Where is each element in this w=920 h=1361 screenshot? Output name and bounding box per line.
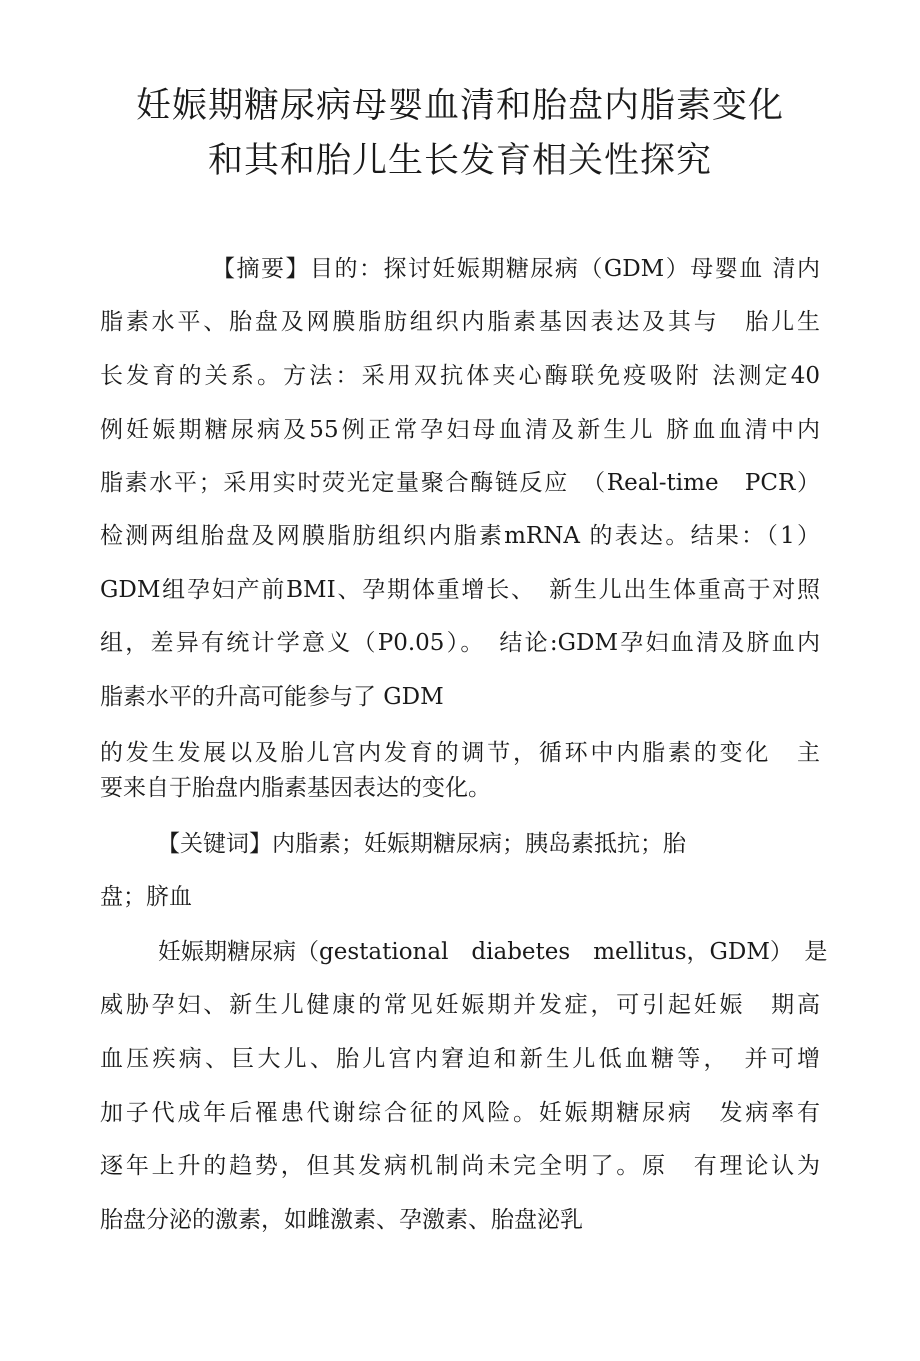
body-line: 血压疾病、巨大儿、胎儿宫内窘迫和新生儿低血糖等， 并可增 — [100, 1046, 820, 1072]
body-line: 胎盘分泌的激素，如雌激素、孕激素、胎盘泌乳 — [100, 1207, 583, 1233]
keywords-line: 【关键词】内脂素；妊娠期糖尿病；胰岛素抵抗；胎 — [157, 831, 686, 857]
abstract-line: 脂素水平、胎盘及网膜脂肪组织内脂素基因表达及其与 胎儿生 — [100, 309, 820, 335]
abstract-tail-line: 的发生发展以及胎儿宫内发育的调节，循环中内脂素的变化 主 — [100, 740, 820, 766]
document-title-line-1: 妊娠期糖尿病母婴血清和胎盘内脂素变化 — [135, 86, 784, 126]
abstract-tail-line: 要来自于胎盘内脂素基因表达的变化。 — [100, 775, 491, 801]
body-line: 威胁孕妇、新生儿健康的常见妊娠期并发症，可引起妊娠 期高 — [100, 992, 820, 1018]
body-line: 逐年上升的趋势，但其发病机制尚未完全明了。原 有理论认为 — [100, 1153, 820, 1179]
abstract-line: 检测两组胎盘及网膜脂肪组织内脂素mRNA 的表达。结果：（1） — [100, 523, 820, 549]
abstract-line: 脂素水平；采用实时荧光定量聚合酶链反应 （Real-time PCR） — [100, 470, 820, 496]
body-line: 加子代成年后罹患代谢综合征的风险。妊娠期糖尿病 发病率有 — [100, 1100, 820, 1126]
abstract-line: 长发育的关系。方法：采用双抗体夹心酶联免疫吸附 法测定40 — [100, 363, 820, 389]
abstract-line: GDM组孕妇产前BMI、孕期体重增长、 新生儿出生体重高于对照 — [100, 577, 820, 603]
abstract-line: 【摘要】目的：探讨妊娠期糖尿病（GDM）母婴血 清内 — [212, 256, 820, 282]
body-line: 妊娠期糖尿病（gestational diabetes mellitus，GDM） 是 — [158, 939, 828, 965]
abstract-line: 组，差异有统计学意义（P0.05）。 结论:GDM孕妇血清及脐血内 — [100, 630, 820, 656]
keywords-line: 盘；脐血 — [100, 884, 192, 910]
abstract-line: 例妊娠期糖尿病及55例正常孕妇母血清及新生儿 脐血血清中内 — [100, 417, 820, 443]
document-title-line-2: 和其和胎儿生长发育相关性探究 — [207, 141, 712, 181]
abstract-line: 脂素水平的升高可能参与了 GDM — [100, 684, 444, 710]
